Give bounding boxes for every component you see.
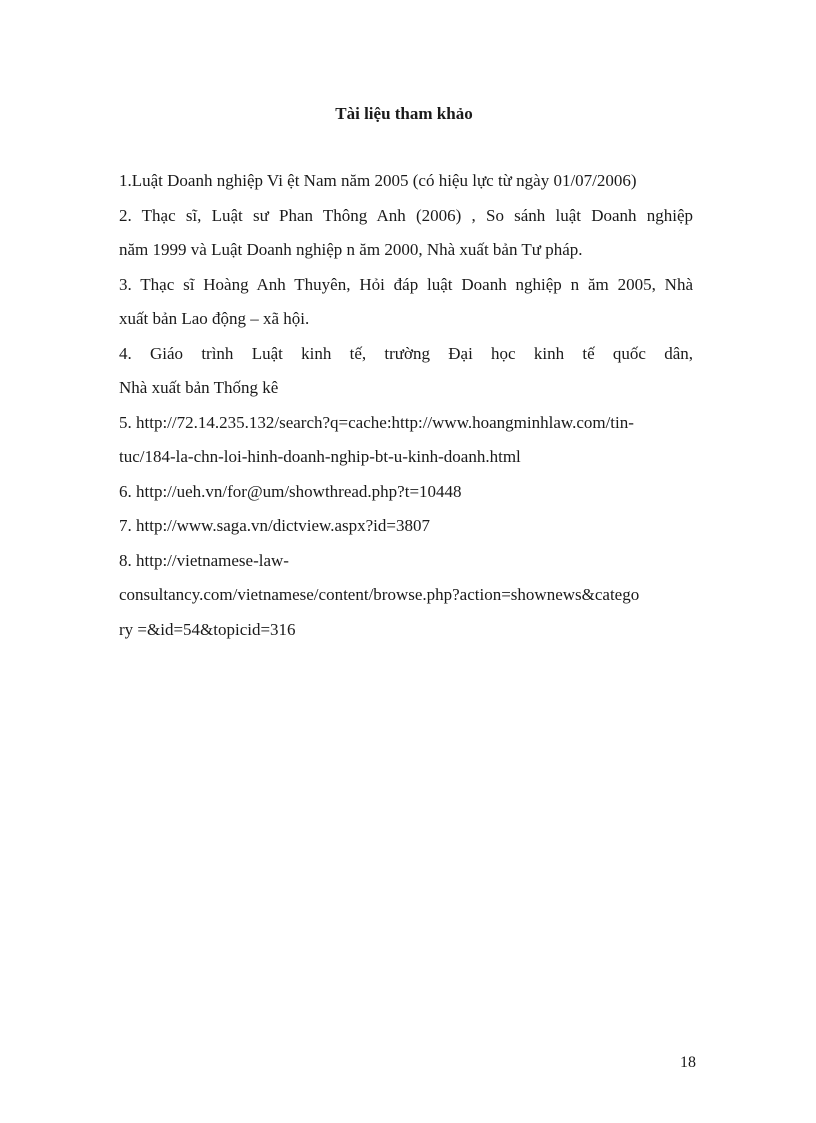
reference-link[interactable]: tuc/184-la-chn-loi-hinh-doanh-nghip-bt-u-kinh-doanh.html: [119, 447, 521, 466]
reference-link[interactable]: 7. http://www.saga.vn/dictview.aspx?id=3807: [119, 516, 430, 535]
reference-item: [119, 268, 693, 337]
reference-item: [119, 164, 693, 199]
reference-line: xuất bản Lao động – xã hội.: [119, 309, 310, 328]
reference-line: 2. Thạc sĩ, Luật sư Phan Thông Anh (2006) , So sánh luật Doanh nghiệp: [119, 205, 693, 225]
reference-item: [119, 475, 693, 510]
reference-item: [119, 406, 693, 475]
reference-line: Nhà xuất bản Thống kê: [119, 378, 279, 397]
reference-line: 3. Thạc sĩ Hoàng Anh Thuyên, Hỏi đáp luật Doanh nghiệp n ăm 2005, Nhà: [119, 274, 693, 294]
page-title: Tài liệu tham khảo: [335, 104, 473, 123]
reference-link[interactable]: 6. http://ueh.vn/for@um/showthread.php?t=10448: [119, 481, 462, 501]
reference-list: [119, 164, 693, 647]
reference-item: [119, 544, 693, 648]
reference-line: 1.Luật Doanh nghiệp Vi ệt Nam năm 2005 (có hiệu lực từ ngày 01/07/2006): [119, 171, 637, 190]
reference-link[interactable]: consultancy.com/vietnamese/content/browse.php?action=shownews&catego: [119, 585, 640, 604]
reference-item: [119, 199, 693, 268]
page-number: 18: [680, 1054, 696, 1071]
reference-link[interactable]: 5. http://72.14.235.132/search?q=cache:http://www.hoangminhlaw.com/tin-: [119, 412, 634, 432]
reference-item: [119, 509, 693, 544]
reference-link[interactable]: ry =&id=54&topicid=316: [119, 619, 296, 639]
reference-line: năm 1999 và Luật Doanh nghiệp n ăm 2000, Nhà xuất bản Tư pháp.: [119, 240, 583, 259]
reference-link[interactable]: 8. http://vietnamese-law-: [119, 550, 289, 570]
reference-line: 4. Giáo trình Luật kinh tế, trường Đại học kinh tế quốc dân,: [119, 343, 693, 363]
reference-item: [119, 337, 693, 406]
